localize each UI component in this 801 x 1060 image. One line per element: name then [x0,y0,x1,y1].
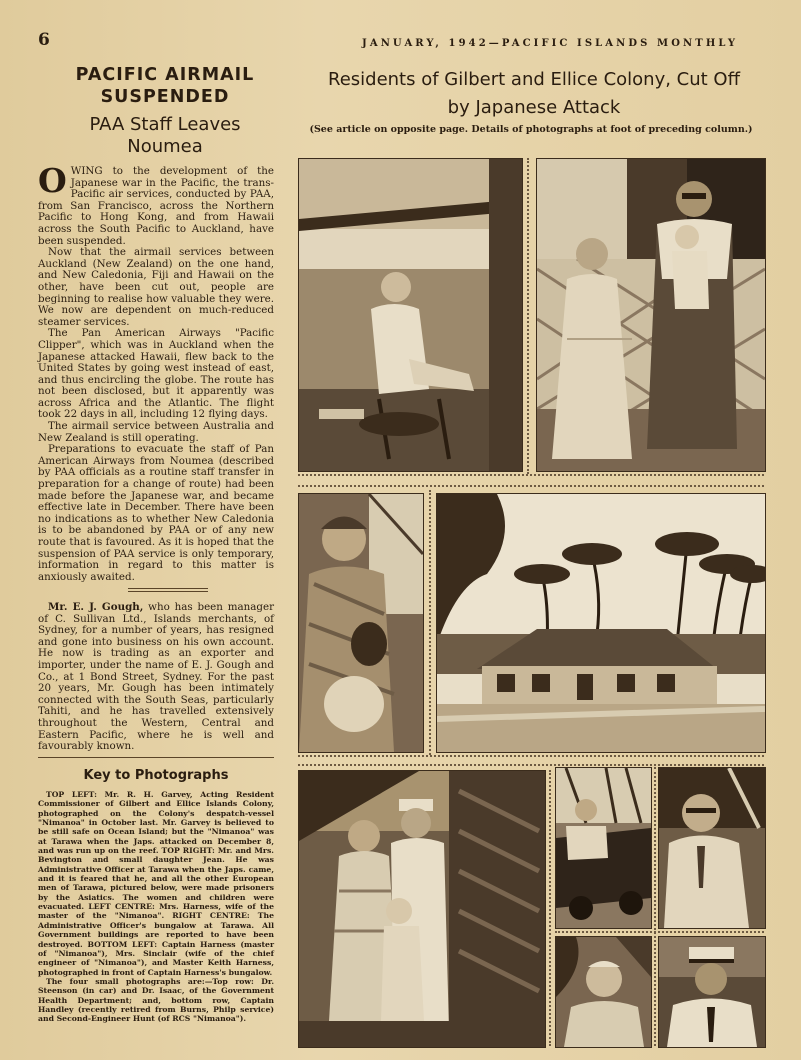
photo-separator [549,770,551,1046]
photo-small-isaac [658,767,766,929]
photo-top-right-bevington [536,158,766,472]
article-paragraph: The Pan American Airways "Pacific Clipper", which was in Auckland when the Japanese attacked Hawaii, flew back to the United States by going west instead of east, and thus encircling the globe. The route has not been disclosed, but it apparently was across Africa and the Atlantic. The flight took 22 days in all, including 12 flying days. [38,327,274,421]
gough-text: who has been manager of C. Sullivan Ltd., Islands merchants, of Sydney, for a number of years, has resigned and gone into business on his own account. He now is trading as an exporter and importer, under the name of E. J. Gough and Co., at 1 Bond Street, Sydney. For the past 20 years, Mr. Gough has been intimately connected with the South Seas, particularly Tahiti, and he has travelled extensively throughout the Western, Central and Eastern Pacific, where he is well and favourably known. [38,601,275,753]
key-paragraph: TOP LEFT: Mr. R. H. Garvey, Acting Resident Commissioner of Gilbert and Ellice Islands Colony, photographed on the Colony's despatch-vessel "Nimanoa" in October last. Mr. Garvey is believed to be still safe on Ocean Island; but the "Nimanoa" was at Tarawa when the Japs. attacked on December 8, and was run up on the reef. TOP RIGHT: Mr. and Mrs. Bevington and small daughter Jean. He was Administrative Officer at Tarawa when the Japs. came, and it is feared that he, and all the other European men of Tarawa, pictured below, were made prisoners by the Asiatics. The women and children were evacuated. LEFT CENTRE: Mrs. Harness, wife of the master of the "Nimanoa". RIGHT CENTRE: The Administrative Officer's bungalow at Tarawa. All Government buildings are reported to have been destroyed. BOTTOM LEFT: Captain Harness (master of "Nimanoa"), Mrs. Sinclair (wife of the chief engineer of "Nimanoa"), and Master Keith Harness, photographed in front of Captain Harness's bungalow. [38,790,274,977]
photo-separator [298,764,764,766]
photo-small-steenson-image [556,768,651,928]
photo-separator [298,755,764,757]
photo-bottom-left-image [299,771,545,1047]
photo-separator [298,474,764,476]
left-subhead-line1: PAA Staff Leaves [89,114,241,135]
photo-separator [429,490,431,755]
photo-note: (See article on opposite page. Details of photographs at foot of preceding column.) [309,124,753,135]
photo-separator [555,931,764,933]
photo-separator [527,158,529,474]
right-headline [296,66,772,122]
article-paragraph [38,161,274,247]
left-headline [30,64,300,108]
right-headline-line2: by Japanese Attack [447,97,621,118]
photo-small-handley-image [556,937,651,1047]
right-headline-line1: Residents of Gilbert and Ellice Colony, Cut Off [328,69,740,90]
article-paragraph: The airmail service between Australia and New Zealand is still operating. [38,420,274,444]
section-divider [128,588,208,592]
paragraph-text: WING to the development of the Japanese war in the Pacific, the trans-Pacific air services, conducted by PAA, from San Francisco, across the Northern Pacific to Hong Kong, and from Hawaii across the South Pacific to Auckland, have been suspended. [38,165,274,247]
photo-top-left-garvey [298,158,523,472]
gough-name: Mr. E. J. Gough, [48,601,144,613]
photo-left-centre-mrs-harness [298,493,424,753]
key-title: Key to Photographs [83,768,229,783]
key-rule [38,757,274,758]
photo-small-handley [555,936,652,1048]
photo-right-centre-image [437,494,765,752]
photo-left-centre-image [299,494,423,752]
left-subhead [30,114,300,158]
gough-item [38,602,274,753]
photo-small-hunt-image [659,937,765,1047]
photo-small-hunt [658,936,766,1048]
drop-cap: O [38,161,67,200]
photo-bottom-left-harness-group [298,770,546,1048]
left-headline-line1: PACIFIC AIRMAIL [75,65,255,85]
article-paragraph [38,602,274,753]
key-paragraph: The four small photographs are:—Top row: Dr. Steenson (in car) and Dr. Isaac, of the Government Health Department; and, bottom row, Captain Handley (recently retired from Burns, Philp service) and Second-Engineer Hunt (of RCS "Nimanoa"). [38,976,274,1024]
photo-top-right-image [537,159,765,471]
key-text [38,790,274,1024]
article-paragraph: Preparations to evacuate the staff of Pan American Airways from Noumea (described by PAA officials as a routine staff transfer in preparation for a change of route) had been made before the Japanese war, and became effective late in December. There have been no indications as to whether New Caledonia is to be abandoned by PAA or of any new route that is favoured. As it is hoped that the suspension of PAA service is only temporary, information in regard to this matter is anxiously awaited. [38,443,274,583]
page-number: 6 [38,30,50,50]
photo-small-steenson [555,767,652,929]
photo-separator [298,485,764,487]
photo-separator [654,767,656,1046]
photo-right-centre-bungalow [436,493,766,753]
photo-top-left-image [299,159,522,471]
article-paragraph: Now that the airmail services between Auckland (New Zealand) on the one hand, and New Caledonia, Fiji and Hawaii on the other, have been cut out, people are beginning to realise how valuable they were. We now are dependent on much-reduced steamer services. [38,246,274,328]
left-article-body [38,161,274,583]
left-subhead-line2: Noumea [127,136,203,157]
photo-small-isaac-image [659,768,765,928]
running-head: JANUARY, 1942—PACIFIC ISLANDS MONTHLY [362,38,739,49]
left-headline-line2: SUSPENDED [100,87,230,107]
